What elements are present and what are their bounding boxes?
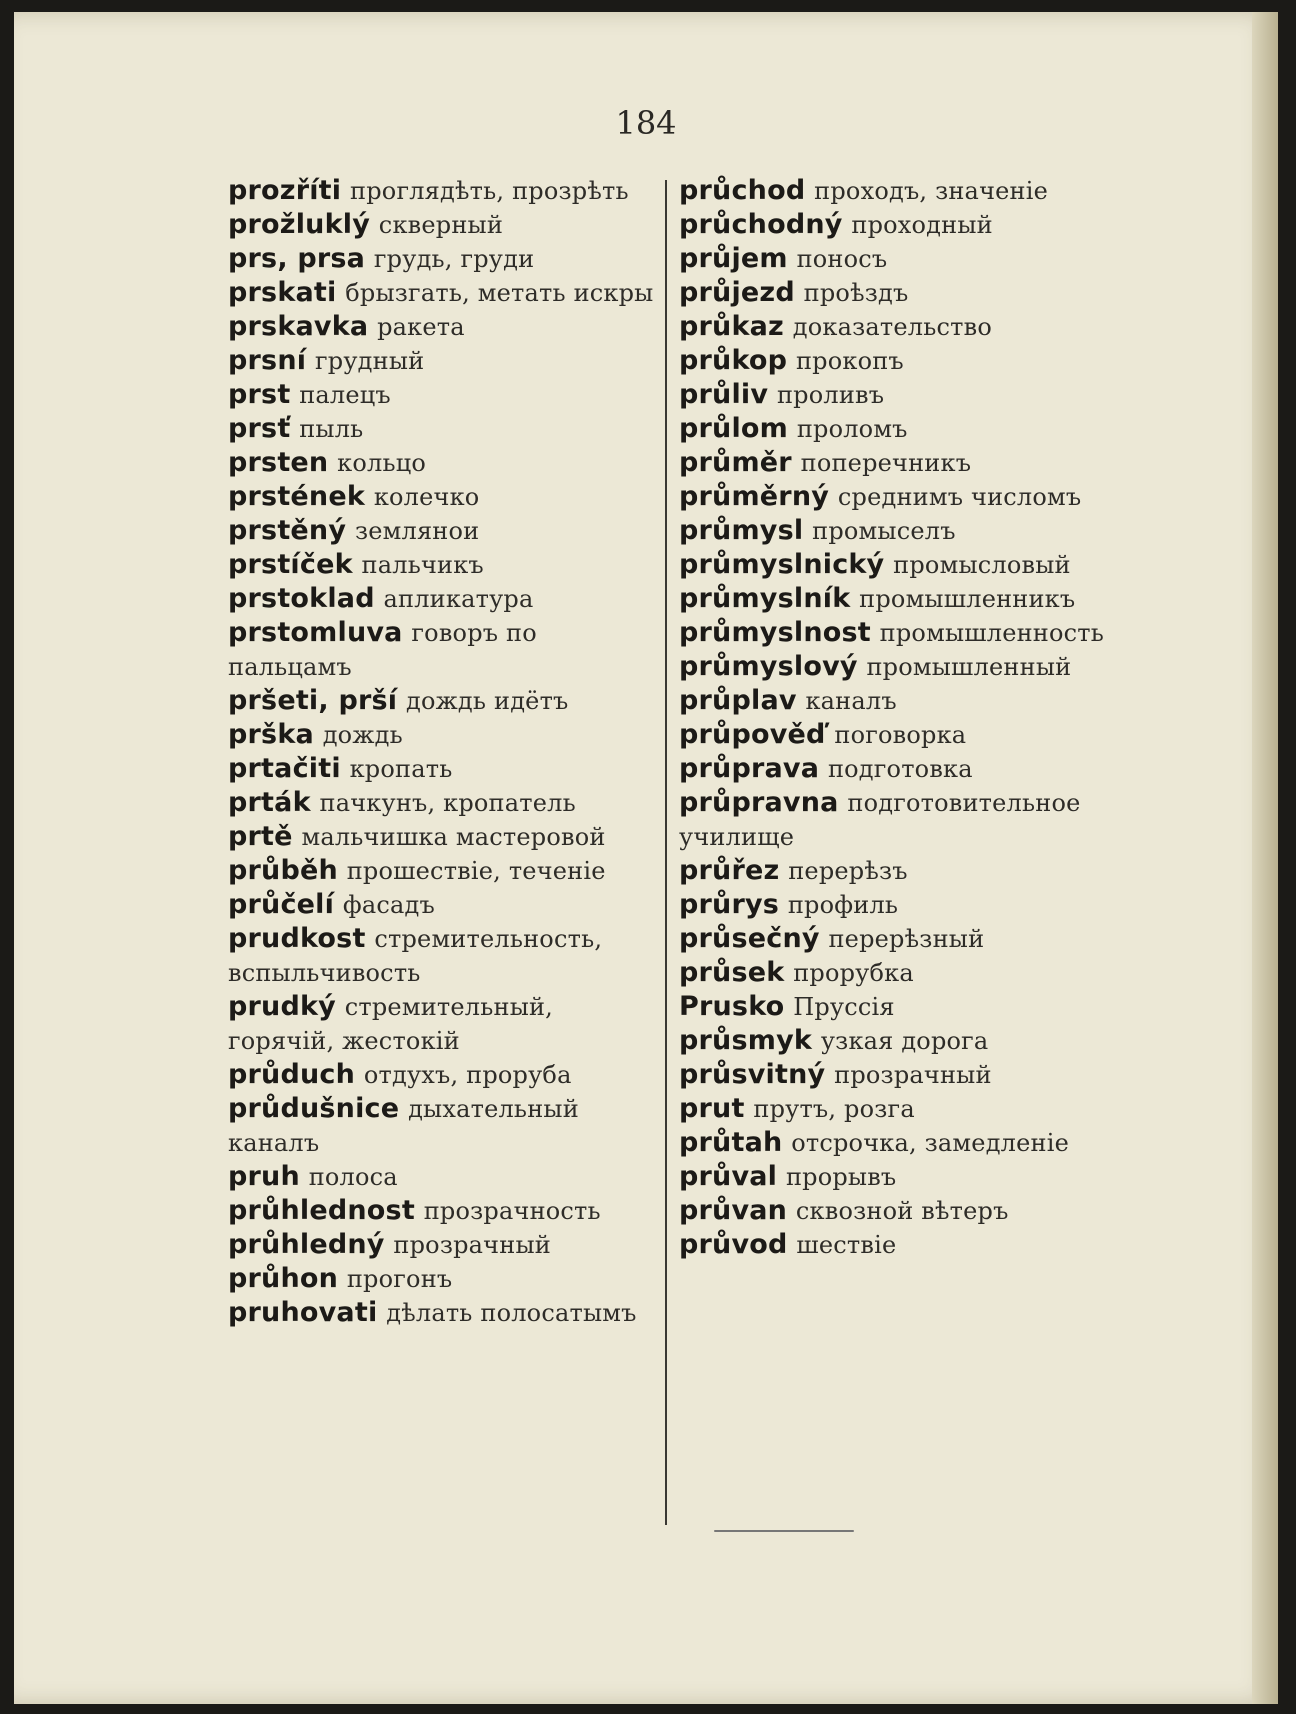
headword: prsť	[228, 413, 291, 444]
translation: дѣлать полосатымъ	[386, 1299, 637, 1327]
entry	[228, 480, 658, 514]
entry	[679, 752, 1109, 786]
headword: průmyslnický	[679, 549, 885, 580]
headword: prtě	[228, 821, 293, 852]
headword: průjem	[679, 243, 788, 274]
entry	[228, 1296, 658, 1330]
entry	[679, 514, 1109, 548]
translation: поговорка	[834, 721, 967, 749]
headword: průběh	[228, 855, 338, 886]
headword: průliv	[679, 379, 769, 410]
translation: прозрачность	[423, 1197, 601, 1225]
entry	[228, 344, 658, 378]
translation: перерѣзный	[828, 925, 985, 953]
translation: проходный	[851, 211, 993, 239]
entry	[679, 990, 1109, 1024]
translation: колечко	[373, 483, 480, 511]
headword: prstomluva	[228, 617, 403, 648]
entry	[679, 1126, 1109, 1160]
headword: průval	[679, 1161, 778, 1192]
entry	[228, 276, 658, 310]
translation: проломъ	[796, 415, 908, 443]
translation: проѣздъ	[803, 279, 909, 307]
headword: průhledný	[228, 1229, 385, 1260]
headword: průmyslník	[679, 583, 851, 614]
translation: проливъ	[776, 381, 885, 409]
translation: отдухъ, проруба	[363, 1061, 572, 1089]
entry	[228, 1228, 658, 1262]
entry	[679, 854, 1109, 888]
translation: стремительность, вспыльчивость	[228, 925, 603, 987]
translation: прокопъ	[795, 347, 904, 375]
entry	[228, 684, 658, 718]
entry	[228, 990, 658, 1058]
headword: prskati	[228, 277, 337, 308]
headword: prsní	[228, 345, 307, 376]
headword: průkop	[679, 345, 788, 376]
entry	[679, 344, 1109, 378]
translation: дыхательный каналъ	[228, 1095, 579, 1157]
translation: грудь, груди	[373, 245, 535, 273]
entry	[228, 922, 658, 990]
translation: шествіе	[796, 1231, 897, 1259]
headword: průpověď	[679, 719, 826, 750]
translation: пачкунъ, кропатель	[319, 789, 576, 817]
translation: кропать	[349, 755, 453, 783]
entry	[228, 446, 658, 480]
entry	[228, 582, 658, 616]
headword: prstěný	[228, 515, 347, 546]
entry	[679, 1194, 1109, 1228]
headword: průkaz	[679, 311, 784, 342]
headword: prudkost	[228, 923, 366, 954]
translation: прозрачный	[834, 1061, 992, 1089]
headword: prs, prsa	[228, 243, 366, 274]
headword: průsmyk	[679, 1025, 813, 1056]
entry	[228, 1262, 658, 1296]
translation: промышленникъ	[859, 585, 1076, 613]
entry	[679, 276, 1109, 310]
headword: průčelí	[228, 889, 335, 920]
headword: prskavka	[228, 311, 369, 342]
entry	[679, 684, 1109, 718]
headword: průhlednost	[228, 1195, 415, 1226]
translation: полоса	[308, 1163, 398, 1191]
translation: профиль	[787, 891, 899, 919]
page-number: 184	[615, 104, 677, 142]
entry	[228, 820, 658, 854]
translation: прозрачный	[393, 1231, 551, 1259]
translation: Пруссія	[793, 993, 895, 1021]
entry	[228, 786, 658, 820]
translation: промысловый	[893, 551, 1071, 579]
translation: доказательство	[792, 313, 992, 341]
translation: кольцо	[337, 449, 427, 477]
entry	[228, 1092, 658, 1160]
entry	[228, 854, 658, 888]
entry	[679, 1058, 1109, 1092]
entry	[679, 718, 1109, 752]
translation: прорубка	[793, 959, 914, 987]
translation: проглядѣть, прозрѣть	[350, 177, 629, 205]
headword: průsvitný	[679, 1059, 826, 1090]
entry	[679, 378, 1109, 412]
entry	[228, 888, 658, 922]
translation: стремительный, горячій, жестокій	[228, 993, 554, 1055]
entry	[679, 548, 1109, 582]
translation: каналъ	[805, 687, 897, 715]
entry	[679, 310, 1109, 344]
headword: průsečný	[679, 923, 820, 954]
headword: prst	[228, 379, 291, 410]
translation: поперечникъ	[800, 449, 972, 477]
translation: прогонъ	[346, 1265, 453, 1293]
entry	[228, 310, 658, 344]
headword: prtačiti	[228, 753, 341, 784]
entry	[679, 616, 1109, 650]
entry	[228, 752, 658, 786]
headword: průtah	[679, 1127, 783, 1158]
translation: прошествіе, теченіе	[346, 857, 606, 885]
headword: průrys	[679, 889, 780, 920]
headword: průprava	[679, 753, 820, 784]
translation: дождь	[322, 721, 403, 749]
entry	[679, 956, 1109, 990]
translation: отсрочка, замедленіе	[791, 1129, 1070, 1157]
headword: prožluklý	[228, 209, 370, 240]
headword: průlom	[679, 413, 789, 444]
translation: промыселъ	[812, 517, 956, 545]
headword: Prusko	[679, 991, 785, 1022]
headword: průvod	[679, 1229, 788, 1260]
entry	[679, 208, 1109, 242]
entry	[679, 242, 1109, 276]
entry	[228, 718, 658, 752]
headword: průjezd	[679, 277, 795, 308]
headword: prsten	[228, 447, 329, 478]
entry	[679, 1092, 1109, 1126]
headword: průmysl	[679, 515, 804, 546]
translation: перерѣзъ	[788, 857, 908, 885]
translation: прорывъ	[785, 1163, 897, 1191]
translation: промышленность	[879, 619, 1105, 647]
entry	[228, 1160, 658, 1194]
entry	[679, 412, 1109, 446]
translation: мальчишка мастеровой	[301, 823, 606, 851]
translation: палецъ	[299, 381, 391, 409]
translation: подготовительное училище	[679, 789, 1081, 851]
entry	[679, 174, 1109, 208]
translation: среднимъ числомъ	[837, 483, 1082, 511]
headword: průchod	[679, 175, 806, 206]
translation: подготовка	[827, 755, 973, 783]
entry	[228, 174, 658, 208]
entry	[228, 242, 658, 276]
entry	[228, 1194, 658, 1228]
headword: průměrný	[679, 481, 830, 512]
entry	[679, 1228, 1109, 1262]
entry	[228, 208, 658, 242]
headword: prstíček	[228, 549, 353, 580]
right-column	[679, 174, 1109, 1262]
headword: prška	[228, 719, 314, 750]
headword: průdušnice	[228, 1093, 400, 1124]
entry	[679, 888, 1109, 922]
headword: prstének	[228, 481, 366, 512]
translation: дождь идётъ	[406, 687, 569, 715]
headword: prudký	[228, 991, 336, 1022]
headword: průměr	[679, 447, 792, 478]
entry	[679, 786, 1109, 854]
headword: průmyslnost	[679, 617, 871, 648]
entry	[228, 412, 658, 446]
entry	[679, 922, 1109, 956]
translation: брызгать, метать искры	[345, 279, 654, 307]
entry	[228, 378, 658, 412]
dictionary-page	[14, 12, 1278, 1704]
headword: prut	[679, 1093, 745, 1124]
entry	[679, 480, 1109, 514]
book-spine-shadow	[1252, 12, 1278, 1704]
translation: сквозной вѣтеръ	[795, 1197, 1009, 1225]
headword: pruhovati	[228, 1297, 378, 1328]
translation: пыль	[299, 415, 364, 443]
entry	[228, 616, 658, 684]
headword: prták	[228, 787, 311, 818]
translation: фасадъ	[342, 891, 435, 919]
translation: узкая дорога	[820, 1027, 989, 1055]
headword: prstoklad	[228, 583, 375, 614]
headword: průmyslový	[679, 651, 858, 682]
translation: говоръ по пальцамъ	[228, 619, 537, 681]
translation: ракета	[377, 313, 465, 341]
entry	[679, 1160, 1109, 1194]
left-column	[228, 174, 658, 1330]
headword: průhon	[228, 1263, 339, 1294]
headword: průvan	[679, 1195, 788, 1226]
headword: průřez	[679, 855, 780, 886]
translation: грудный	[315, 347, 425, 375]
entry	[679, 582, 1109, 616]
translation: землянои	[354, 517, 480, 545]
entry	[228, 1058, 658, 1092]
entry	[679, 446, 1109, 480]
entry	[228, 548, 658, 582]
translation: промышленный	[866, 653, 1072, 681]
headword: průduch	[228, 1059, 356, 1090]
headword: průchodný	[679, 209, 843, 240]
translation: пальчикъ	[361, 551, 484, 579]
translation: поносъ	[796, 245, 888, 273]
translation: скверный	[378, 211, 504, 239]
headword: průpravna	[679, 787, 839, 818]
end-rule	[714, 1530, 854, 1532]
entry	[228, 514, 658, 548]
entry	[679, 650, 1109, 684]
headword: průplav	[679, 685, 797, 716]
translation: проходъ, значеніе	[814, 177, 1049, 205]
entry	[679, 1024, 1109, 1058]
column-divider	[665, 180, 667, 1525]
translation: апликатура	[383, 585, 534, 613]
headword: prozříti	[228, 175, 342, 206]
headword: průsek	[679, 957, 785, 988]
translation: прутъ, розга	[753, 1095, 915, 1123]
headword: pruh	[228, 1161, 300, 1192]
headword: pršeti, prší	[228, 685, 398, 716]
